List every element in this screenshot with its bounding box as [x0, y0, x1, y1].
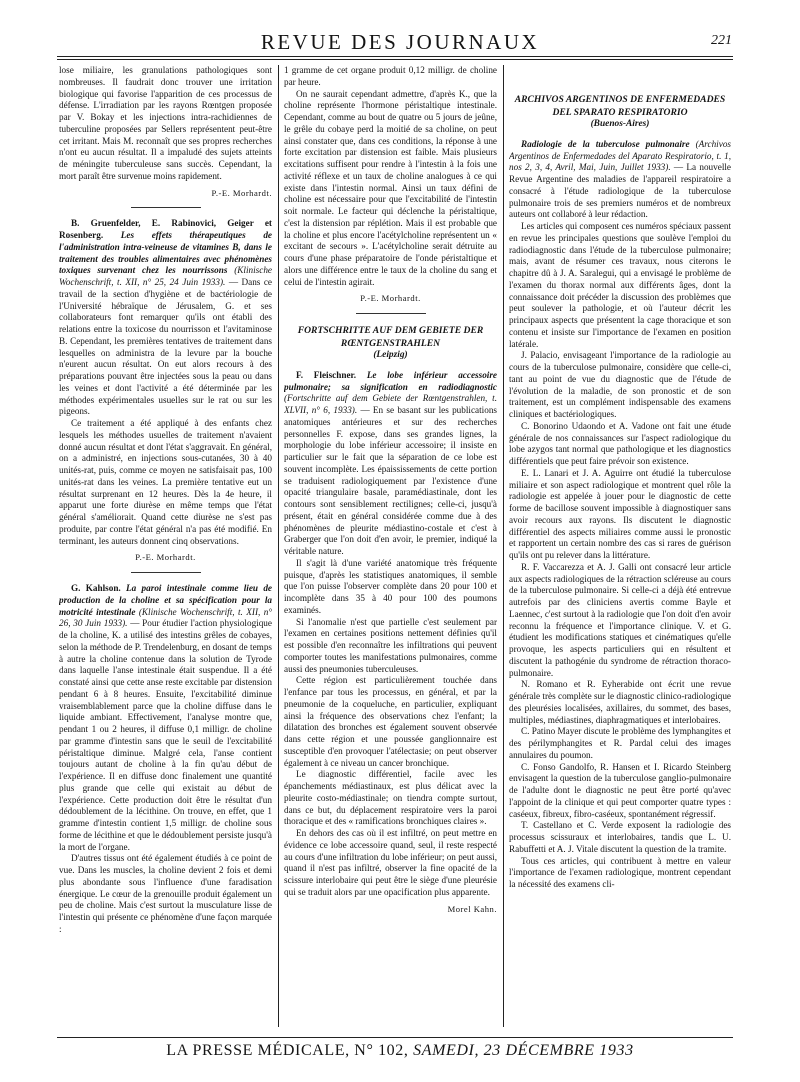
paragraph: 1 gramme de cet organe produit 0,12 milligr. de choline par heure. [284, 65, 497, 87]
author-signature: P.-E. Morhardt. [135, 552, 196, 563]
paragraph: R. F. Vaccarezza et A. J. Galli ont consacré leur article aux aspects radiologiques de la rétraction scléreuse au cours de la tuberculose pulmonaire. Si celle-ci a déjà été entrevue autrefois par des cliniciens avertis comme Bayle et Laennec, c'est surtout à la radiologie que l'on doit d'en avoir reconnu la fréquence et l'importance clinique. V. et G. étudient les modifications statiques et cinématiques qu'elle provoque, les aspects particuliers qui en résultent et discutent la pathogénie du syndrome de rétraction thoraco-pulmonaire. [509, 561, 731, 678]
article-abstract [59, 218, 272, 418]
paragraph: N. Romano et R. Eyherabide ont écrit une revue générale très complète sur le diagnostic clinico-radiologique des pleurésies localisées, axillaires, du sommet, des bases, multiples, médiastines, diaphragmatiques et interlobaires. [509, 679, 731, 725]
author-signature: P.-E. Morhardt. [211, 187, 272, 198]
header-rule [57, 56, 733, 57]
article-text: — Pour étudier l'action physiologique de la choline, K. a utilisé des intestins grêles de cobayes, selon la méthode de P. Trendelenburg, en dosant de temps à autre la choline contenue dans la solution de Tyrode dans laquelle l'anse intestinale était suspendue. Il a été constaté ainsi que cette anse reste excitable par distension pendant 6 à 8 heures. Ensuite, l'excitabilité diminue vraisemblablement parce que la choline diffuse dans le liquide ambiant. Effectivement, l'analyse montre que, pendant 1 ou 2 heures, il diffuse 0,1 milligr. de choline par gramme d'intestin sans que le seuil de l'excitabilité péristaltique diminue. Malgré cela, l'anse contient toujours autant de choline à la fin qu'au début de l'expérience. Il en diffuse donc finalement une quantité plus grande que celle qui existait au début de l'expérience. Cette production doit être le résultat d'un dédoublement de la lécithine. On trouve, en effet, que 1 gramme d'intestin contient 1,5 milligr. de choline sous forme de lécithine et que le dédoublement persiste jusqu'à la mort de l'organe. [59, 618, 272, 852]
journal-section-city: (Buenos-Aires) [590, 119, 650, 129]
column-middle [284, 65, 497, 1030]
paragraph: J. Palacio, envisageant l'importance de la radiologie au cours de la tuberculose pulmonaire, considère que celle-ci, tant au point de vue du diagnostic que de l'étude de l'évolution de la maladie, de son pronostic et de son traitement, est un complément indispensable des examens cliniques et bactériologiques. [509, 350, 731, 419]
paragraph: On ne saurait cependant admettre, d'après K., que la choline représente l'hormone péristaltique intestinale. Cependant, comme au bout de quatre ou 5 jours de jeûne, le grêle du cobaye perd la moitié de sa choline, on peut ainsi constater que, dans ces conditions, la réponse à une forte excitation par distension est faible. Mais plusieurs excitations suffisent pour rendre à l'intestin à la fois une activité réflexe et un taux de choline analogues à ce qui existe dans l'intestin normal. Ainsi un taux défini de choline est nécessaire pour que l'excitabilité de l'intestin soit normale. Le facteur qui déclenche la péristaltique, c'est la distension par réplétion. Mais il est probable que la choline et plus encore l'acétylcholine représentent un « excitant de secours ». L'acétylcholine serait détruite au cours d'une phase préparatoire de l'onde péristaltique et alors une différence entre le taux de la choline du sang et celui de l'intestin agirait. [284, 88, 497, 287]
journal-section-city: (Leipzig) [373, 350, 408, 360]
paragraph: Le diagnostic différentiel, facile avec les épanchements médiastinaux, est plus délicat avec la pleurite costo-médiastinale; on tiendra compte surtout, dans ce but, du déplacement respiratoire vers la paroi thoracique et des « ramifications bronchiques claires ». [284, 769, 497, 827]
author-signature: P.-E. Morhardt. [360, 293, 421, 304]
paragraph: lose miliaire, les granulations pathologiques sont nombreuses. Il faudrait donc trouver une irritation biologique qui favorise l'apparition de ces processus de défense. L'irradiation par les rayons Rœntgen proposée par V. Bokay et les injections intra-rachidiennes de tuberculine proposées par Sellers représentent peut-être cet irritant. Mais M. reconnaît que ses propres recherches n'ont eu aucun résultat. Il a impaludé des sujets atteints de méningite tuberculeuse sans succès. Cependant, la mort paraît être survenue moins rapidement. [59, 65, 272, 181]
column-left [59, 65, 272, 1030]
article-authors: B. Gruenfelder, E. Rabinovici, Geiger et Rosenberg. [59, 218, 272, 240]
column-divider-left [278, 65, 279, 1027]
page-footer [0, 1042, 800, 1060]
article-title: Le lobe inférieur accessoire pulmonaire; sa signification en radiodiagnostic [284, 369, 497, 392]
article-title: La paroi intestinale comme lieu de production de la choline et sa spécification pour la motricité intestinale [59, 583, 272, 617]
paragraph: Il s'agit là d'une variété anatomique très fréquente puisque, d'après les statistiques anatomiques, il semble que l'on puisse l'observer complète dans 20 pour 100 et incomplète dans 35 à 40 pour 100 des poumons examinés. [284, 557, 497, 615]
article-text: — La nouvelle Revue Argentine des maladies de l'appareil respiratoire a consacré à l'étude radiologique de la tuberculose pulmonaire trois de ses premiers numéros et de nombreux auteurs ont collaboré à leur rédaction. [509, 162, 731, 220]
paragraph: C. Fonso Gandolfo, R. Hansen et I. Ricardo Steinberg envisagent la question de la tuberculose ganglio-pulmonaire de l'adulte dont le diagnostic ne peut être porté qu'avec l'appoint de la clinique et qui peut comporter quatre types : caséeux, fibreux, fibro-caséeux, spontanément régressif. [509, 761, 731, 819]
article-source: (Fortschritte auf dem Gebiete der Rœntgenstrahlen, t. XLVII, n° 6, 1933). [284, 393, 497, 415]
header-rule-double [57, 59, 733, 60]
article-abstract [284, 370, 497, 558]
paragraph: Ce traitement a été appliqué à des enfants chez lesquels les méthodes usuelles de traitement n'avaient donné aucun résultat et dont l'état s'aggravait. En général, on a administré, en injections sous-cutanées, 30 à 40 unités-rat, puis, comme ce moyen ne satisfaisait pas, 100 unités-rat dans les veines. La première tentative eut un résultat surprenant en 12 heures. Dès la 4e heure, il apparut une forte diurèse en même temps que l'état général s'améliorait. Quand cette diurèse ne s'est pas produite, par contre l'état général n'a pas été modifié. En terminant, les auteurs donnent cinq observations. [59, 418, 272, 546]
paragraph: En dehors des cas où il est infiltré, on peut mettre en évidence ce lobe accessoire quand, seul, il reste respecté au cours d'une infiltration du lobe inférieur; on peut aussi, quand il n'est pas infiltré, observer la fine opacité de la scissure interlobaire qui peut être le siège d'une pleurésie qui se traduit alors par une opacification plus apparente. [284, 828, 497, 897]
paragraph: Tous ces articles, qui contribuent à mettre en valeur l'importance de l'examen radiologique, montrent cependant la nécessité des examens cli- [509, 855, 731, 889]
article-abstract [509, 139, 731, 221]
page-number: 221 [711, 33, 732, 48]
footer-rule [57, 1037, 733, 1038]
running-header-title: REVUE DES JOURNAUX [260, 30, 540, 54]
article-abstract [59, 583, 272, 853]
paragraph: Cette région est particulièrement touchée dans l'enfance par tous les processus, en général, et par la pneumonie de la coqueluche, en particulier, expliquant ainsi la fréquence des observations chez l'enfant; la dilatation des bronches est également souvent observée dans cette région et une poussée ganglionnaire est susceptible d'en provoquer l'atélectasie; on peut observer également à ce niveau un cancer bronchique. [284, 675, 497, 768]
article-title: Les effets thérapeutiques de l'administration intra-veineuse de vitamines B, dans le traitement des troubles alimentaires avec phénomènes toxiques survenant chez les nourrissons [59, 230, 272, 276]
paragraph: D'autres tissus ont été également étudiés à ce point de vue. Dans les muscles, la choline devient 2 fois et demi plus abondante sous l'influence d'une faradisation énergique. Le cœur de la grenouille produit également un peu de choline. Mais c'est surtout la musculature lisse de l'intestin qui présente ce phénomène d'une façon marquée : [59, 853, 272, 934]
article-source: (Klinische Wochenschrift, t. XII, n° 26, 30 Juin 1933). [59, 606, 272, 629]
article-separator [131, 207, 201, 208]
footer-issue: 102, [378, 1042, 409, 1059]
article-separator [131, 572, 201, 573]
article-text: — Dans ce travail de la section d'hygiène et de bactériologie de l'Université hébraïque de Jérusalem, G. et ses collaborateurs font remarquer qu'ils ont établi des relations entre la toxicose du nourrisson et l'avitaminose B. Cependant, les premières tentatives de traitement dans lesquelles on administra de la levure par la bouche n'eurent aucun résultat. On eut alors recours à des préparations pouvant être injectées sous la peau ou dans les veines et dont l'activité a été déterminée par les méthodes expérimentales usuelles sur le rat ou sur les pigeons. [59, 277, 272, 417]
footer-journal: LA PRESSE MÉDICALE, N° [166, 1042, 374, 1059]
article-authors: G. Kahlson. [71, 583, 121, 593]
article-title: Radiologie de la tuberculose pulmonaire [521, 138, 690, 149]
article-separator [356, 313, 426, 314]
article-text: — En se basant sur les publications anatomiques antérieures et sur des recherches personnelles F. expose, dans ses grandes lignes, la morphologie du lobe inférieur accessoire; il insiste en particulier sur le fait que la séparation de ce lobe est souvent incomplète. Les épaississements de cette portion se traduisent radiologiquement par l'existence d'une opacité triangulaire basale, paramédiastinale, dont les contours sont sensiblement rectilignes; celle-ci, jusqu'à présent, était en général considérée comme due à des phénomènes de pleurite médiastino-costale et c'est à Graberger que l'on doit d'en avoir, le premier, indiqué la véritable nature. [284, 405, 497, 556]
journal-section-title: ARCHIVOS ARGENTINOS DE ENFERMEDADES DEL SPARATO RESPIRATORIO [514, 94, 726, 118]
paragraph: Si l'anomalie n'est que partielle c'est seulement par l'examen en certaines positions nettement définies qu'il est possible d'en reconnaître les infiltrations qui peuvent comporter toutes les manifestations pulmonaires, comme aussi des pneumonies tuberculeuses. [284, 616, 497, 674]
paragraph: E. L. Lanari et J. A. Aguirre ont étudié la tuberculose miliaire et son aspect radiologique et montrent quel rôle la radiologie est appelée à jouer pour le diagnostic de cette forme de bacillose souvent impossible à diagnostiquer sans avoir recours aux rayons. Ils discutent le diagnostic différentiel des aspects miliaires comme aussi le pronostic et rapportent un certain nombre des cas si rares de guérison qu'ils ont pu relever dans la littérature. [509, 467, 731, 560]
article-authors: F. Fleischner. [296, 369, 357, 380]
column-divider-right [503, 65, 504, 1027]
paragraph: C. Patino Mayer discute le problème des lymphangites et des périlymphangites et R. Pardal celui des images annulaires du poumon. [509, 726, 731, 760]
article-source: (Klinische Wochenschrift, t. XII, n° 25, 24 Juin 1933). [59, 265, 272, 287]
journal-section-title: FORTSCHRITTE AUF DEM GEBIETE DER RŒNTGENSTRAHLEN [297, 325, 484, 349]
column-right [509, 65, 731, 1030]
article-source: (Archivos Argentinos de Enfermedades del Aparato Respiratorio, t. 1, nos 2, 3, 4, Avril, Mai, Juin, Juillet 1933). [509, 138, 731, 173]
paragraph: Les articles qui composent ces numéros spéciaux passent en revue les principales questions que soulève l'emploi du radiodiagnostic dans l'étude de la tuberculose pulmonaire; mais, avant de résumer ces travaux, nous citerons le chapitre dû à J. A. Saralegui, qui a envisagé le problème de l'examen du thorax normal aux différents âges, dont la connaissance doit précéder la discussion des problèmes que peut soulever la pathologie, et où l'auteur décrit les principaux aspects que présentent la cage thoracique et son contenu et insiste sur l'importance de l'examen en position latérale. [509, 221, 731, 349]
paragraph: C. Bonorino Udaondo et A. Vadone ont fait une étude générale de nos connaissances sur l'aspect radiologique du lobe azygos tant normal que pathologique et les diagnostics différentiels que peut faire prévoir son existence. [509, 420, 731, 466]
author-signature: Morel Kahn. [447, 903, 497, 914]
paragraph: T. Castellano et C. Verde exposent la radiologie des processus scissuraux et interlobaires, tandis que L. U. Rabuffetti et A. J. Vitale discutent la question de la tramite. [509, 820, 731, 854]
footer-date: SAMEDI, 23 DÉCEMBRE 1933 [413, 1042, 634, 1059]
